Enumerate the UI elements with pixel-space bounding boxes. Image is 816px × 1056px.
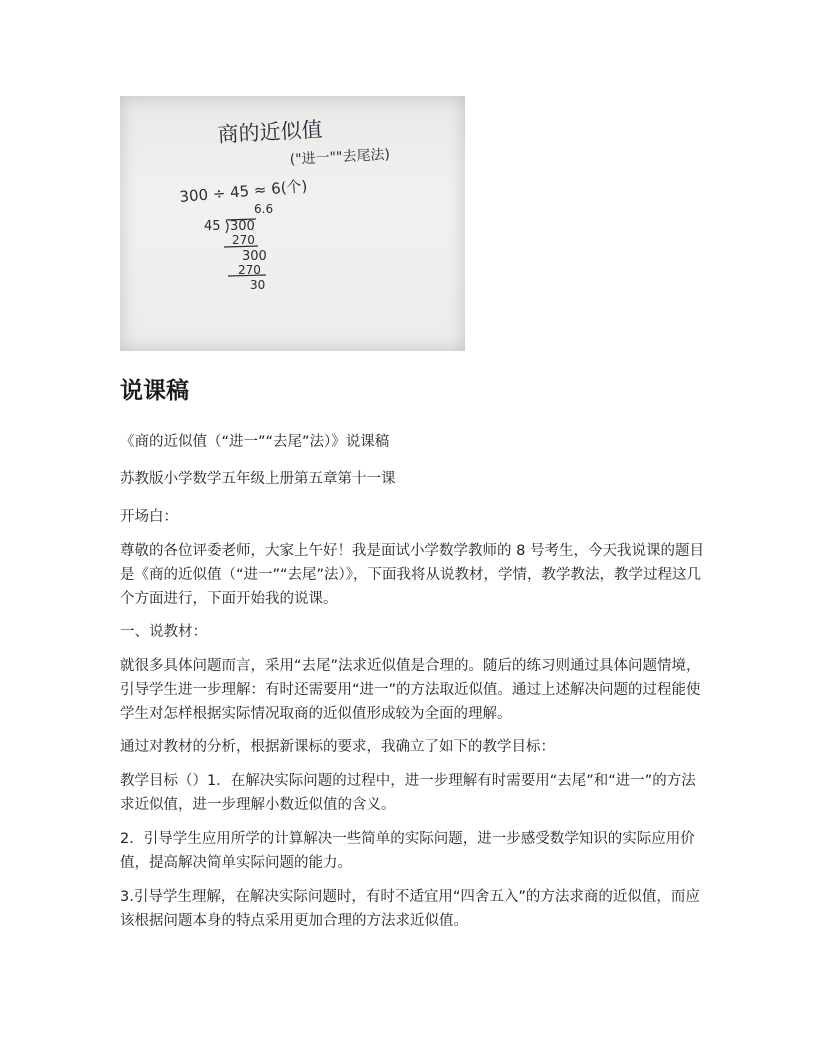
objective-2: 2．引导学生应用所学的计算解决一些简单的实际问题，进一步感受数学知识的实际应用价值，提高解决简单实际问题的能力。 [120,831,695,871]
handwritten-notes-drawing [120,96,465,351]
textbook-paragraph: 就很多具体问题而言，采用“去尾”法求近似值是合理的。随后的练习则通过具体问题情境，引导学生进一步理解：有时还需要用“进一”的方法取近似值。通过上述解决问题的过程能使学生对怎样根据实际情况取商的近似值形成较为全面的理解。 [120,658,701,722]
page-heading: 说课稿 [120,378,189,404]
handwritten-subtitle: ("进一""去尾法) [289,146,391,168]
division-bracket [226,221,228,233]
analysis-paragraph: 通过对教材的分析，根据新课标的要求，我确立了如下的教学目标： [120,739,555,755]
handwritten-quotient: 6.6 [254,202,274,216]
handwritten-notes-photo [120,96,465,351]
objective-3: 3.引导学生理解，在解决实际问题时，有时不适宜用“四舍五入”的方法求商的近似值，而应该根据问题本身的特点采用更加合理的方法求近似值。 [120,889,700,929]
textbook-info: 苏教版小学数学五年级上册第五章第十一课 [120,471,396,487]
handwritten-divisor: 45 [204,219,221,234]
handwritten-dividend: 300 [230,219,255,234]
handwritten-title: 商的近似值 [217,117,324,147]
section-one-heading: 一、说教材： [120,624,207,640]
opening-label: 开场白： [120,509,178,525]
opening-paragraph: 尊敬的各位评委老师，大家上午好！我是面试小学数学教师的 8 号考生，今天我说课的题目是《商的近似值（“进一”“去尾”法）》，下面我将从说教材，学情，教学教法，教学过程这几个方面进行，下面开始我的说课。 [120,543,704,607]
objective-1: 教学目标（）1．在解决实际问题的过程中，进一步理解有时需要用“去尾”和“进一”的方法求近似值，进一步理解小数近似值的含义。 [120,773,696,813]
handwritten-equation: 300 ÷ 45 ≈ 6(个) [178,176,309,206]
handwritten-step3: 270 [238,263,261,277]
lesson-title: 《商的近似值（“进一”“去尾”法）》说课稿 [120,434,390,450]
handwritten-step2: 300 [242,249,267,264]
handwritten-remainder: 30 [250,278,266,292]
handwritten-step1: 270 [232,233,255,247]
